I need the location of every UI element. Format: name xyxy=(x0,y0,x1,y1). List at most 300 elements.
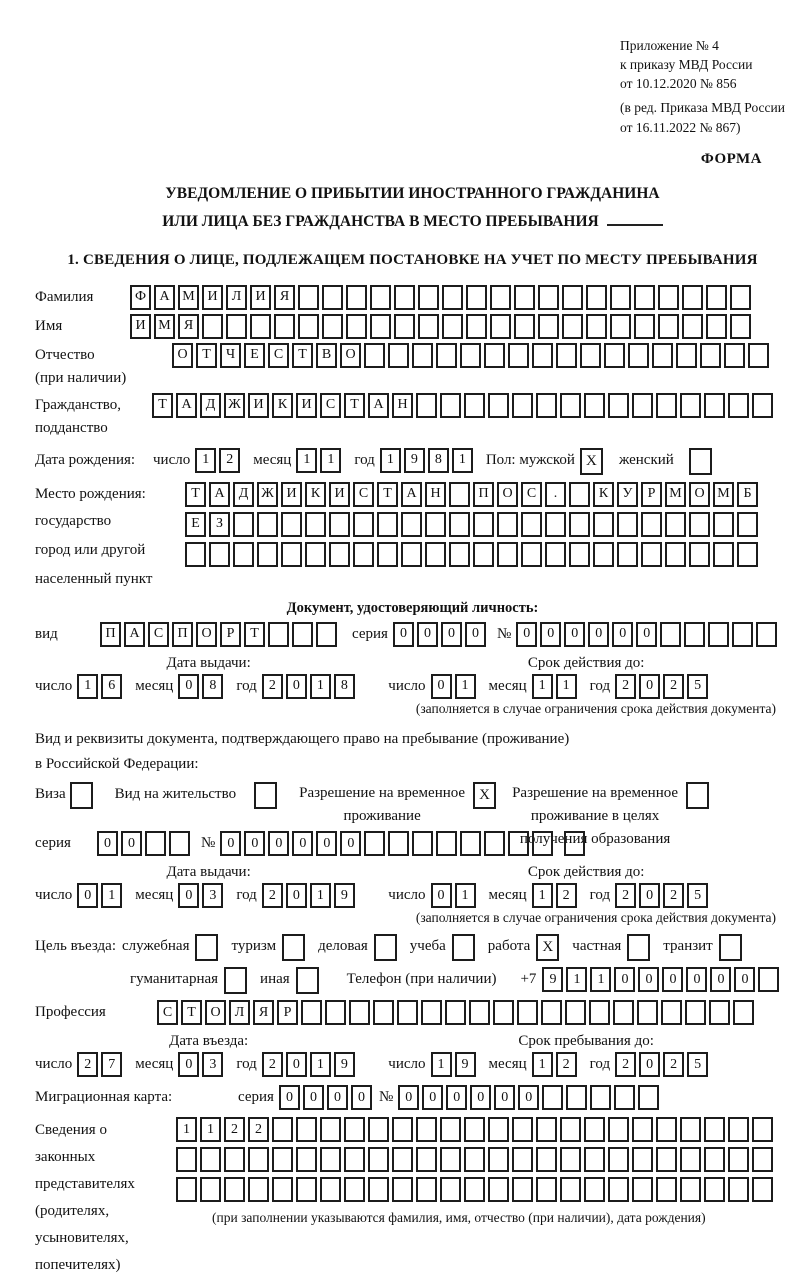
char-cell[interactable] xyxy=(176,1147,197,1172)
char-cell[interactable] xyxy=(560,1117,581,1142)
char-cell[interactable] xyxy=(680,1117,701,1142)
char-cell[interactable] xyxy=(614,1085,635,1110)
char-cell[interactable] xyxy=(665,542,686,567)
char-cell[interactable]: Т xyxy=(181,1000,202,1025)
char-cell[interactable] xyxy=(656,1117,677,1142)
char-cell[interactable] xyxy=(392,1147,413,1172)
char-cell[interactable] xyxy=(713,542,734,567)
char-cell[interactable] xyxy=(257,542,278,567)
char-cell[interactable] xyxy=(617,512,638,537)
char-cell[interactable]: И xyxy=(296,393,317,418)
char-cell[interactable]: П xyxy=(172,622,193,647)
char-cell[interactable]: 0 xyxy=(97,831,118,856)
char-cell[interactable] xyxy=(248,1177,269,1202)
char-cell[interactable]: 0 xyxy=(303,1085,324,1110)
purpose-other-checkbox[interactable] xyxy=(296,967,319,994)
char-cell[interactable]: С xyxy=(268,343,289,368)
char-cell[interactable] xyxy=(421,1000,442,1025)
char-cell[interactable] xyxy=(373,1000,394,1025)
char-cell[interactable] xyxy=(569,542,590,567)
char-cell[interactable]: 0 xyxy=(316,831,337,856)
char-cell[interactable]: 2 xyxy=(262,883,283,908)
char-cell[interactable]: 1 xyxy=(532,883,553,908)
char-cell[interactable] xyxy=(200,1177,221,1202)
char-cell[interactable]: Я xyxy=(178,314,199,339)
purpose-private-checkbox[interactable] xyxy=(627,934,650,961)
char-cell[interactable]: 0 xyxy=(639,883,660,908)
char-cell[interactable]: Т xyxy=(344,393,365,418)
char-cell[interactable]: Р xyxy=(277,1000,298,1025)
char-cell[interactable] xyxy=(298,314,319,339)
char-cell[interactable] xyxy=(536,393,557,418)
char-cell[interactable]: И xyxy=(250,285,271,310)
char-cell[interactable]: 0 xyxy=(686,967,707,992)
char-cell[interactable]: Т xyxy=(185,482,206,507)
char-cell[interactable] xyxy=(676,343,697,368)
char-cell[interactable]: 0 xyxy=(636,622,657,647)
char-cell[interactable] xyxy=(680,1147,701,1172)
char-cell[interactable]: 1 xyxy=(455,674,476,699)
char-cell[interactable] xyxy=(497,542,518,567)
char-cell[interactable]: С xyxy=(353,482,374,507)
char-cell[interactable] xyxy=(560,1147,581,1172)
char-cell[interactable] xyxy=(296,1117,317,1142)
char-cell[interactable]: 9 xyxy=(455,1052,476,1077)
char-cell[interactable]: П xyxy=(100,622,121,647)
char-cell[interactable]: 1 xyxy=(532,674,553,699)
char-cell[interactable] xyxy=(709,1000,730,1025)
char-cell[interactable]: 2 xyxy=(556,1052,577,1077)
char-cell[interactable] xyxy=(656,1177,677,1202)
char-cell[interactable]: 0 xyxy=(178,1052,199,1077)
char-cell[interactable]: 1 xyxy=(590,967,611,992)
char-cell[interactable] xyxy=(752,1147,773,1172)
char-cell[interactable] xyxy=(442,314,463,339)
char-cell[interactable] xyxy=(637,1000,658,1025)
char-cell[interactable] xyxy=(733,1000,754,1025)
char-cell[interactable]: С xyxy=(148,622,169,647)
char-cell[interactable] xyxy=(425,542,446,567)
char-cell[interactable] xyxy=(532,831,553,856)
char-cell[interactable] xyxy=(536,1177,557,1202)
char-cell[interactable] xyxy=(685,1000,706,1025)
char-cell[interactable]: 0 xyxy=(340,831,361,856)
char-cell[interactable] xyxy=(460,831,481,856)
char-cell[interactable]: 7 xyxy=(101,1052,122,1077)
char-cell[interactable] xyxy=(658,285,679,310)
char-cell[interactable] xyxy=(628,343,649,368)
char-cell[interactable] xyxy=(298,285,319,310)
char-cell[interactable] xyxy=(665,512,686,537)
char-cell[interactable]: 0 xyxy=(393,622,414,647)
char-cell[interactable] xyxy=(416,1147,437,1172)
char-cell[interactable]: 1 xyxy=(320,448,341,473)
char-cell[interactable] xyxy=(508,343,529,368)
char-cell[interactable] xyxy=(493,1000,514,1025)
char-cell[interactable]: 1 xyxy=(77,674,98,699)
char-cell[interactable] xyxy=(608,1147,629,1172)
purpose-business-checkbox[interactable] xyxy=(374,934,397,961)
char-cell[interactable]: 1 xyxy=(200,1117,221,1142)
char-cell[interactable]: 0 xyxy=(588,622,609,647)
char-cell[interactable]: 8 xyxy=(428,448,449,473)
char-cell[interactable]: Л xyxy=(226,285,247,310)
char-cell[interactable]: 9 xyxy=(542,967,563,992)
char-cell[interactable] xyxy=(320,1177,341,1202)
char-cell[interactable] xyxy=(322,285,343,310)
char-cell[interactable]: О xyxy=(689,482,710,507)
char-cell[interactable] xyxy=(440,1147,461,1172)
char-cell[interactable]: 2 xyxy=(615,1052,636,1077)
char-cell[interactable] xyxy=(752,1177,773,1202)
char-cell[interactable]: 8 xyxy=(202,674,223,699)
char-cell[interactable]: О xyxy=(340,343,361,368)
char-cell[interactable] xyxy=(490,314,511,339)
char-cell[interactable] xyxy=(580,343,601,368)
char-cell[interactable]: Я xyxy=(274,285,295,310)
char-cell[interactable] xyxy=(344,1147,365,1172)
char-cell[interactable] xyxy=(418,314,439,339)
char-cell[interactable]: . xyxy=(545,482,566,507)
char-cell[interactable]: П xyxy=(473,482,494,507)
char-cell[interactable] xyxy=(632,1177,653,1202)
char-cell[interactable] xyxy=(442,285,463,310)
char-cell[interactable] xyxy=(305,512,326,537)
char-cell[interactable]: 0 xyxy=(612,622,633,647)
char-cell[interactable] xyxy=(728,1147,749,1172)
char-cell[interactable]: А xyxy=(401,482,422,507)
char-cell[interactable]: К xyxy=(593,482,614,507)
char-cell[interactable] xyxy=(724,343,745,368)
char-cell[interactable]: 0 xyxy=(470,1085,491,1110)
char-cell[interactable] xyxy=(608,1117,629,1142)
char-cell[interactable] xyxy=(325,1000,346,1025)
char-cell[interactable]: 0 xyxy=(351,1085,372,1110)
char-cell[interactable]: И xyxy=(329,482,350,507)
char-cell[interactable] xyxy=(704,1147,725,1172)
char-cell[interactable] xyxy=(226,314,247,339)
char-cell[interactable] xyxy=(322,314,343,339)
char-cell[interactable] xyxy=(233,542,254,567)
char-cell[interactable] xyxy=(488,1177,509,1202)
char-cell[interactable] xyxy=(449,482,470,507)
char-cell[interactable] xyxy=(466,285,487,310)
char-cell[interactable] xyxy=(632,393,653,418)
char-cell[interactable]: 0 xyxy=(286,674,307,699)
char-cell[interactable] xyxy=(545,542,566,567)
char-cell[interactable] xyxy=(401,512,422,537)
char-cell[interactable] xyxy=(370,285,391,310)
char-cell[interactable] xyxy=(586,314,607,339)
temp-residence-permit-checkbox[interactable]: X xyxy=(473,782,496,809)
char-cell[interactable] xyxy=(440,1117,461,1142)
char-cell[interactable]: Ж xyxy=(224,393,245,418)
char-cell[interactable] xyxy=(538,314,559,339)
char-cell[interactable]: Н xyxy=(392,393,413,418)
char-cell[interactable] xyxy=(732,622,753,647)
sex-female-checkbox[interactable] xyxy=(689,448,712,475)
char-cell[interactable]: 0 xyxy=(244,831,265,856)
char-cell[interactable]: Ж xyxy=(257,482,278,507)
char-cell[interactable] xyxy=(344,1117,365,1142)
char-cell[interactable]: М xyxy=(713,482,734,507)
char-cell[interactable]: 1 xyxy=(310,674,331,699)
char-cell[interactable] xyxy=(638,1085,659,1110)
char-cell[interactable]: 1 xyxy=(176,1117,197,1142)
char-cell[interactable] xyxy=(737,542,758,567)
char-cell[interactable]: 0 xyxy=(220,831,241,856)
char-cell[interactable]: 2 xyxy=(663,674,684,699)
char-cell[interactable]: К xyxy=(272,393,293,418)
char-cell[interactable]: 1 xyxy=(380,448,401,473)
char-cell[interactable]: 0 xyxy=(121,831,142,856)
char-cell[interactable]: Ч xyxy=(220,343,241,368)
char-cell[interactable] xyxy=(370,314,391,339)
char-cell[interactable] xyxy=(634,285,655,310)
char-cell[interactable]: 1 xyxy=(310,883,331,908)
char-cell[interactable] xyxy=(488,1147,509,1172)
char-cell[interactable]: 1 xyxy=(452,448,473,473)
char-cell[interactable] xyxy=(469,1000,490,1025)
char-cell[interactable] xyxy=(656,1147,677,1172)
char-cell[interactable] xyxy=(248,1147,269,1172)
char-cell[interactable]: 2 xyxy=(615,883,636,908)
char-cell[interactable]: О xyxy=(497,482,518,507)
char-cell[interactable]: 2 xyxy=(262,674,283,699)
char-cell[interactable] xyxy=(560,1177,581,1202)
char-cell[interactable]: 0 xyxy=(178,674,199,699)
char-cell[interactable]: 0 xyxy=(710,967,731,992)
char-cell[interactable] xyxy=(412,831,433,856)
char-cell[interactable] xyxy=(508,831,529,856)
char-cell[interactable] xyxy=(689,542,710,567)
char-cell[interactable] xyxy=(562,285,583,310)
char-cell[interactable]: 0 xyxy=(422,1085,443,1110)
char-cell[interactable]: И xyxy=(248,393,269,418)
char-cell[interactable] xyxy=(440,1177,461,1202)
char-cell[interactable]: 0 xyxy=(268,831,289,856)
char-cell[interactable] xyxy=(545,512,566,537)
char-cell[interactable] xyxy=(329,542,350,567)
char-cell[interactable]: Е xyxy=(244,343,265,368)
char-cell[interactable]: Т xyxy=(244,622,265,647)
char-cell[interactable]: С xyxy=(320,393,341,418)
char-cell[interactable]: 3 xyxy=(202,1052,223,1077)
char-cell[interactable] xyxy=(145,831,166,856)
char-cell[interactable] xyxy=(661,1000,682,1025)
char-cell[interactable] xyxy=(584,393,605,418)
char-cell[interactable] xyxy=(394,285,415,310)
char-cell[interactable] xyxy=(349,1000,370,1025)
char-cell[interactable]: 9 xyxy=(334,883,355,908)
char-cell[interactable] xyxy=(586,285,607,310)
char-cell[interactable] xyxy=(466,314,487,339)
char-cell[interactable] xyxy=(473,542,494,567)
char-cell[interactable]: О xyxy=(205,1000,226,1025)
char-cell[interactable]: О xyxy=(172,343,193,368)
char-cell[interactable] xyxy=(268,622,289,647)
char-cell[interactable] xyxy=(464,1177,485,1202)
char-cell[interactable] xyxy=(292,622,313,647)
char-cell[interactable] xyxy=(682,285,703,310)
char-cell[interactable] xyxy=(706,314,727,339)
char-cell[interactable] xyxy=(704,393,725,418)
char-cell[interactable] xyxy=(488,1117,509,1142)
char-cell[interactable] xyxy=(536,1147,557,1172)
char-cell[interactable] xyxy=(488,393,509,418)
char-cell[interactable]: 0 xyxy=(398,1085,419,1110)
char-cell[interactable] xyxy=(412,343,433,368)
char-cell[interactable] xyxy=(584,1147,605,1172)
char-cell[interactable]: Д xyxy=(233,482,254,507)
char-cell[interactable] xyxy=(512,1177,533,1202)
char-cell[interactable] xyxy=(604,343,625,368)
char-cell[interactable] xyxy=(728,393,749,418)
char-cell[interactable]: Ф xyxy=(130,285,151,310)
char-cell[interactable]: И xyxy=(281,482,302,507)
char-cell[interactable]: Т xyxy=(377,482,398,507)
char-cell[interactable] xyxy=(584,1117,605,1142)
char-cell[interactable] xyxy=(564,831,585,856)
char-cell[interactable] xyxy=(169,831,190,856)
char-cell[interactable] xyxy=(233,512,254,537)
char-cell[interactable]: 2 xyxy=(663,1052,684,1077)
char-cell[interactable] xyxy=(542,1085,563,1110)
char-cell[interactable]: 6 xyxy=(101,674,122,699)
purpose-official-checkbox[interactable] xyxy=(195,934,218,961)
char-cell[interactable] xyxy=(684,622,705,647)
char-cell[interactable] xyxy=(388,343,409,368)
char-cell[interactable] xyxy=(250,314,271,339)
char-cell[interactable]: 8 xyxy=(334,674,355,699)
char-cell[interactable]: 1 xyxy=(195,448,216,473)
char-cell[interactable] xyxy=(632,1117,653,1142)
char-cell[interactable] xyxy=(593,542,614,567)
char-cell[interactable] xyxy=(353,542,374,567)
char-cell[interactable] xyxy=(397,1000,418,1025)
char-cell[interactable]: 5 xyxy=(687,674,708,699)
char-cell[interactable] xyxy=(652,343,673,368)
char-cell[interactable]: 1 xyxy=(296,448,317,473)
char-cell[interactable] xyxy=(532,343,553,368)
education-permit-checkbox[interactable] xyxy=(686,782,709,809)
char-cell[interactable] xyxy=(329,512,350,537)
purpose-humanitarian-checkbox[interactable] xyxy=(224,967,247,994)
char-cell[interactable] xyxy=(320,1147,341,1172)
char-cell[interactable] xyxy=(560,393,581,418)
char-cell[interactable]: 3 xyxy=(202,883,223,908)
char-cell[interactable]: Д xyxy=(200,393,221,418)
char-cell[interactable]: М xyxy=(154,314,175,339)
char-cell[interactable]: А xyxy=(368,393,389,418)
char-cell[interactable] xyxy=(460,343,481,368)
char-cell[interactable] xyxy=(368,1147,389,1172)
char-cell[interactable] xyxy=(364,343,385,368)
char-cell[interactable] xyxy=(473,512,494,537)
char-cell[interactable]: 0 xyxy=(431,674,452,699)
char-cell[interactable] xyxy=(512,1117,533,1142)
char-cell[interactable]: Т xyxy=(292,343,313,368)
char-cell[interactable] xyxy=(296,1147,317,1172)
char-cell[interactable]: 2 xyxy=(663,883,684,908)
char-cell[interactable]: 0 xyxy=(662,967,683,992)
char-cell[interactable]: Я xyxy=(253,1000,274,1025)
char-cell[interactable]: Т xyxy=(196,343,217,368)
char-cell[interactable] xyxy=(521,542,542,567)
char-cell[interactable]: 1 xyxy=(566,967,587,992)
char-cell[interactable]: 1 xyxy=(431,1052,452,1077)
char-cell[interactable] xyxy=(202,314,223,339)
char-cell[interactable]: Р xyxy=(220,622,241,647)
char-cell[interactable] xyxy=(728,1117,749,1142)
char-cell[interactable]: 0 xyxy=(279,1085,300,1110)
char-cell[interactable] xyxy=(464,393,485,418)
char-cell[interactable]: 0 xyxy=(286,1052,307,1077)
char-cell[interactable] xyxy=(610,314,631,339)
char-cell[interactable] xyxy=(416,1117,437,1142)
char-cell[interactable]: Р xyxy=(641,482,662,507)
char-cell[interactable] xyxy=(344,1177,365,1202)
char-cell[interactable]: А xyxy=(176,393,197,418)
char-cell[interactable]: 1 xyxy=(101,883,122,908)
char-cell[interactable] xyxy=(756,622,777,647)
char-cell[interactable]: 2 xyxy=(262,1052,283,1077)
char-cell[interactable]: Т xyxy=(152,393,173,418)
char-cell[interactable]: А xyxy=(209,482,230,507)
char-cell[interactable] xyxy=(556,343,577,368)
char-cell[interactable] xyxy=(176,1177,197,1202)
char-cell[interactable] xyxy=(517,1000,538,1025)
char-cell[interactable] xyxy=(368,1117,389,1142)
char-cell[interactable] xyxy=(752,393,773,418)
char-cell[interactable]: 0 xyxy=(417,622,438,647)
char-cell[interactable] xyxy=(541,1000,562,1025)
char-cell[interactable]: 9 xyxy=(334,1052,355,1077)
char-cell[interactable] xyxy=(272,1117,293,1142)
char-cell[interactable] xyxy=(590,1085,611,1110)
char-cell[interactable]: 1 xyxy=(532,1052,553,1077)
char-cell[interactable] xyxy=(641,542,662,567)
char-cell[interactable]: 0 xyxy=(446,1085,467,1110)
char-cell[interactable] xyxy=(394,314,415,339)
char-cell[interactable] xyxy=(704,1177,725,1202)
char-cell[interactable] xyxy=(680,1177,701,1202)
char-cell[interactable]: 2 xyxy=(248,1117,269,1142)
char-cell[interactable] xyxy=(656,393,677,418)
char-cell[interactable] xyxy=(436,831,457,856)
char-cell[interactable] xyxy=(512,1147,533,1172)
char-cell[interactable] xyxy=(521,512,542,537)
char-cell[interactable] xyxy=(320,1117,341,1142)
char-cell[interactable] xyxy=(377,542,398,567)
char-cell[interactable] xyxy=(660,622,681,647)
char-cell[interactable] xyxy=(569,482,590,507)
char-cell[interactable] xyxy=(737,512,758,537)
char-cell[interactable] xyxy=(185,542,206,567)
char-cell[interactable] xyxy=(512,393,533,418)
char-cell[interactable]: 9 xyxy=(404,448,425,473)
char-cell[interactable] xyxy=(658,314,679,339)
char-cell[interactable] xyxy=(416,1177,437,1202)
char-cell[interactable]: 0 xyxy=(639,1052,660,1077)
char-cell[interactable] xyxy=(353,512,374,537)
char-cell[interactable]: 2 xyxy=(615,674,636,699)
char-cell[interactable] xyxy=(425,512,446,537)
char-cell[interactable]: А xyxy=(154,285,175,310)
char-cell[interactable] xyxy=(700,343,721,368)
char-cell[interactable] xyxy=(418,285,439,310)
char-cell[interactable] xyxy=(368,1177,389,1202)
